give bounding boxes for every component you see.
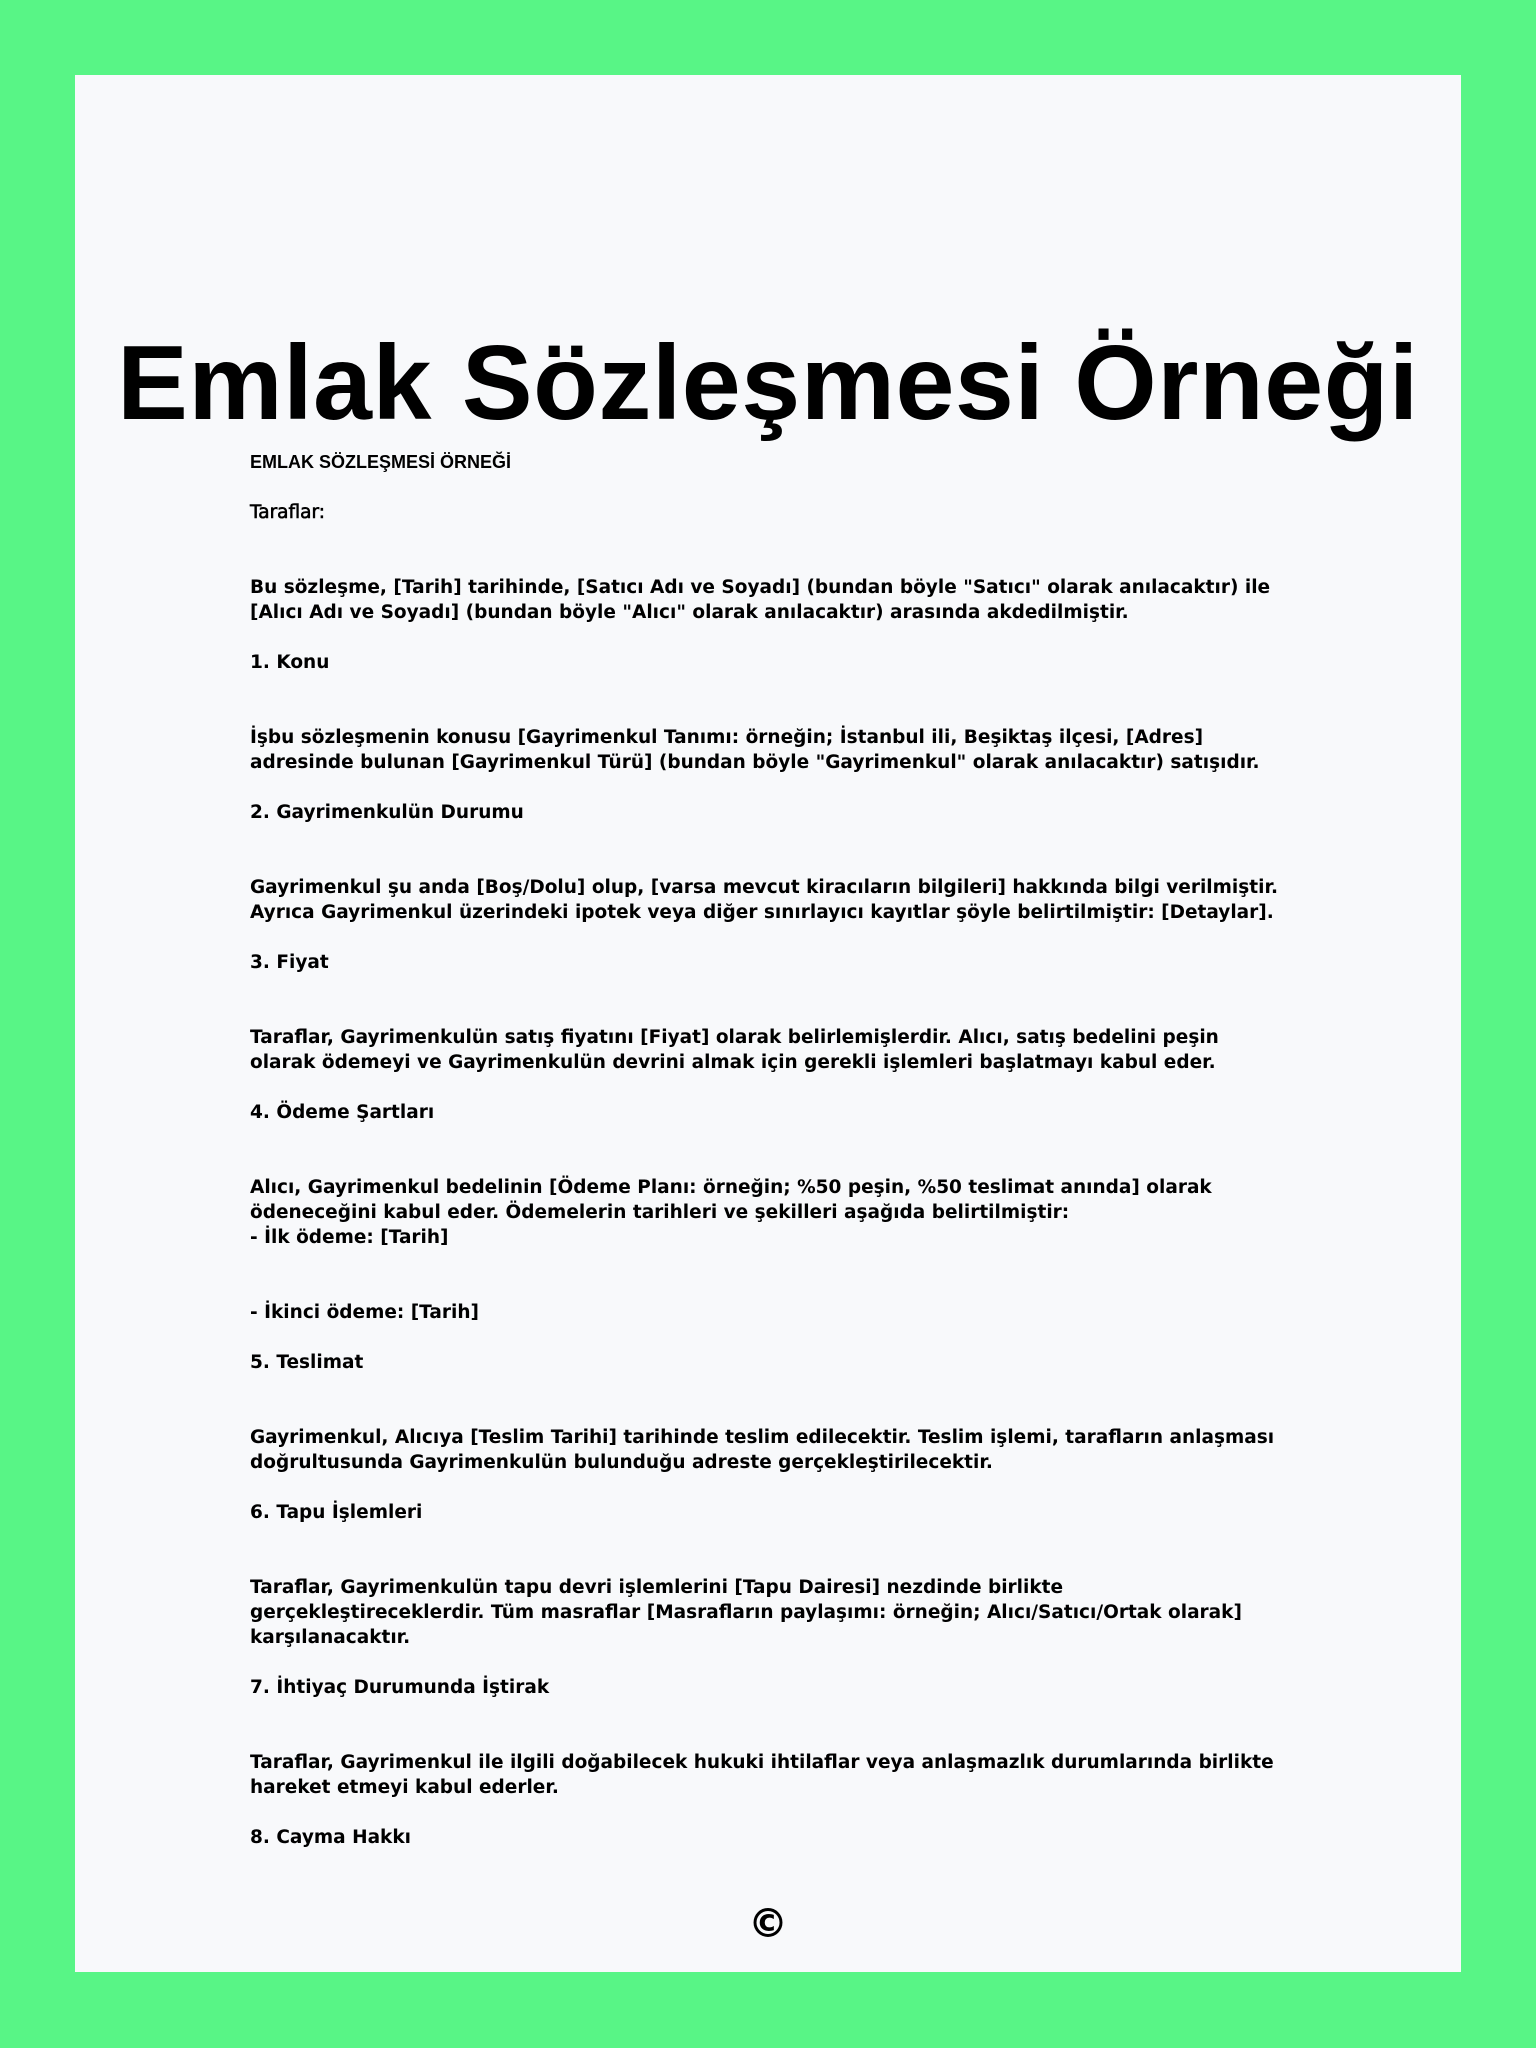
section-heading-8: 8. Cayma Hakkı bbox=[250, 1827, 412, 1848]
contract-heading: EMLAK SÖZLEŞMESİ ÖRNEĞİ bbox=[250, 452, 512, 472]
section-body-1: İşbu sözleşmenin konusu [Gayrimenkul Tanımı: örneğin; İstanbul ili, Beşiktaş ilçesi, [Adres] adresinde bulunan [Gayrimenkul Türü] (bundan böyle "Gayrimenkul" olarak anılacaktır) satışıdır. bbox=[250, 727, 1260, 773]
section-heading-6: 6. Tapu İşlemleri bbox=[250, 1502, 423, 1523]
payment-first-item: - İlk ödeme: [Tarih] bbox=[250, 1227, 449, 1248]
section-body-6: Taraflar, Gayrimenkulün tapu devri işlemlerini [Tapu Dairesi] nezdinde birlikte gerçekleştireceklerdir. Tüm masraflar [Masrafların paylaşımı: örneğin; Alıcı/Satıcı/Ortak olarak] karşılanacaktır. bbox=[250, 1577, 1242, 1648]
payment-second-item: - İkinci ödeme: [Tarih] bbox=[250, 1302, 479, 1323]
section-heading-2: 2. Gayrimenkulün Durumu bbox=[250, 802, 524, 823]
intro-paragraph: Bu sözleşme, [Tarih] tarihinde, [Satıcı Adı ve Soyadı] (bundan böyle "Satıcı" olarak anılacaktır) ile [Alıcı Adı ve Soyadı] (bundan böyle "Alıcı" olarak anılacaktır) arasında akdedilmiştir. bbox=[250, 577, 1271, 623]
section-heading-1: 1. Konu bbox=[250, 652, 330, 673]
section-body-2: Gayrimenkul şu anda [Boş/Dolu] olup, [varsa mevcut kiracıların bilgileri] hakkında bilgi verilmiştir. Ayrıca Gayrimenkul üzerindeki ipotek veya diğer sınırlayıcı kayıtlar şöyle belirtilmiştir: [Detaylar]. bbox=[250, 877, 1278, 923]
section-heading-7: 7. İhtiyaç Durumunda İştirak bbox=[250, 1677, 550, 1698]
section-body-7: Taraflar, Gayrimenkul ile ilgili doğabilecek hukuki ihtilaflar veya anlaşmazlık durumlarında birlikte hareket etmeyi kabul ederler. bbox=[250, 1752, 1274, 1798]
section-heading-5: 5. Teslimat bbox=[250, 1352, 364, 1373]
section-heading-4: 4. Ödeme Şartları bbox=[250, 1102, 435, 1123]
parties-label: Taraflar: bbox=[250, 502, 326, 523]
copyright-icon: © bbox=[748, 1901, 788, 1947]
document-body bbox=[250, 450, 1280, 1850]
section-body-3: Taraflar, Gayrimenkulün satış fiyatını [Fiyat] olarak belirlemişlerdir. Alıcı, satış bedelini peşin olarak ödemeyi ve Gayrimenkulün devrini almak için gerekli işlemleri başlatmayı kabul eder. bbox=[250, 1027, 1219, 1073]
document-title: Emlak Sözleşmesi Örneği bbox=[117, 324, 1419, 442]
section-body-5: Gayrimenkul, Alıcıya [Teslim Tarihi] tarihinde teslim edilecektir. Teslim işlemi, tarafların anlaşması doğrultusunda Gayrimenkulün bulunduğu adreste gerçekleştirilecektir. bbox=[250, 1427, 1275, 1473]
document-page bbox=[75, 75, 1461, 1972]
section-body-4: Alıcı, Gayrimenkul bedelinin [Ödeme Planı: örneğin; %50 peşin, %50 teslimat anında] olarak ödeneceğini kabul eder. Ödemelerin tarihleri ve şekilleri aşağıda belirtilmiştir: bbox=[250, 1177, 1212, 1223]
section-heading-3: 3. Fiyat bbox=[250, 952, 329, 973]
